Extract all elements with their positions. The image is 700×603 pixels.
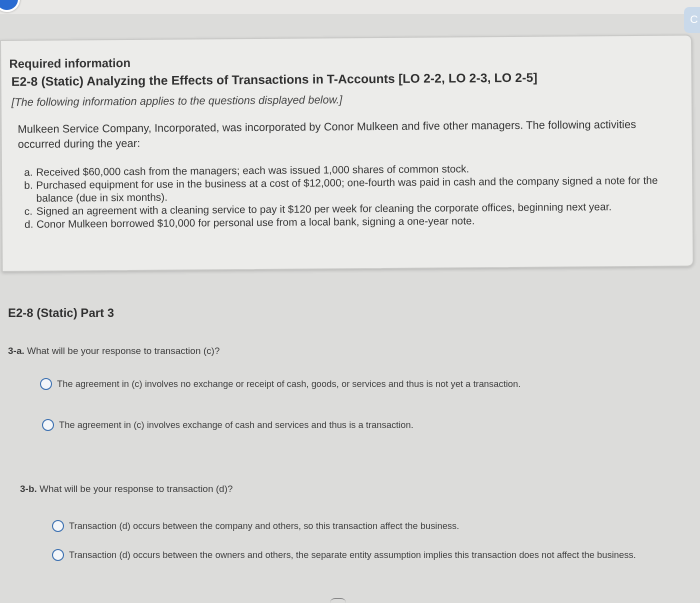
- transaction-letter: b.: [24, 179, 33, 192]
- question-text: What will be your response to transaction (c)?: [27, 346, 220, 357]
- top-strip: [0, 0, 700, 14]
- radio-button[interactable]: [42, 419, 54, 431]
- radio-button[interactable]: [52, 549, 64, 561]
- scroll-button-icon[interactable]: C: [684, 7, 700, 33]
- option-text: Transaction (d) occurs between the company and others, so this transaction affect the business.: [69, 521, 460, 531]
- question-label: 3-b.: [20, 484, 37, 495]
- transaction-letter: c.: [24, 205, 33, 218]
- radio-button[interactable]: [40, 378, 52, 390]
- bottom-edge-mark: [330, 598, 346, 603]
- radio-button[interactable]: [52, 520, 64, 532]
- part-heading: E2-8 (Static) Part 3: [8, 306, 115, 320]
- option-3a-2[interactable]: [42, 419, 642, 431]
- intro-paragraph: Mulkeen Service Company, Incorporated, was incorporated by Conor Mulkeen and five other managers. The following activities occurred during the year:: [17, 119, 637, 151]
- transaction-text: Purchased equipment for use in the business at a cost of $12,000; one-fourth was paid in cash and the company signed a note for the balance (due in six months).: [36, 174, 658, 205]
- option-3b-2[interactable]: [52, 549, 682, 561]
- instruction-note: [The following information applies to the questions displayed below.]: [11, 94, 343, 109]
- question-text: What will be your response to transaction (d)?: [39, 484, 233, 495]
- transaction-letter: a.: [23, 166, 33, 179]
- required-information-panel: [0, 35, 694, 272]
- question-label: 3-a.: [8, 346, 25, 357]
- transaction-text: Signed an agreement with a cleaning service to pay it $120 per week for cleaning the corporate offices, beginning next year.: [36, 201, 612, 218]
- option-text: The agreement in (c) involves no exchange or receipt of cash, goods, or services and thus is not yet a transaction.: [57, 379, 521, 389]
- option-text: The agreement in (c) involves exchange of cash and services and thus is a transaction.: [59, 420, 414, 430]
- transaction-text: Conor Mulkeen borrowed $10,000 for personal use from a local bank, signing a one-year note.: [36, 215, 475, 231]
- question-3b: [20, 484, 233, 495]
- required-information-heading: Required information: [9, 55, 131, 71]
- transaction-list: [24, 162, 664, 232]
- transaction-text: Received $60,000 cash from the managers; each was issued 1,000 shares of common stock.: [35, 163, 470, 179]
- option-text: Transaction (d) occurs between the owners and others, the separate entity assumption implies this transaction does not affect the business.: [69, 550, 636, 560]
- question-3a: [8, 346, 220, 357]
- exercise-title: E2-8 (Static) Analyzing the Effects of Transactions in T-Accounts [LO 2-2, LO 2-3, LO 2-5]: [11, 70, 538, 89]
- option-3b-1[interactable]: [52, 520, 672, 532]
- option-3a-1[interactable]: [40, 378, 640, 390]
- transaction-letter: d.: [24, 218, 34, 231]
